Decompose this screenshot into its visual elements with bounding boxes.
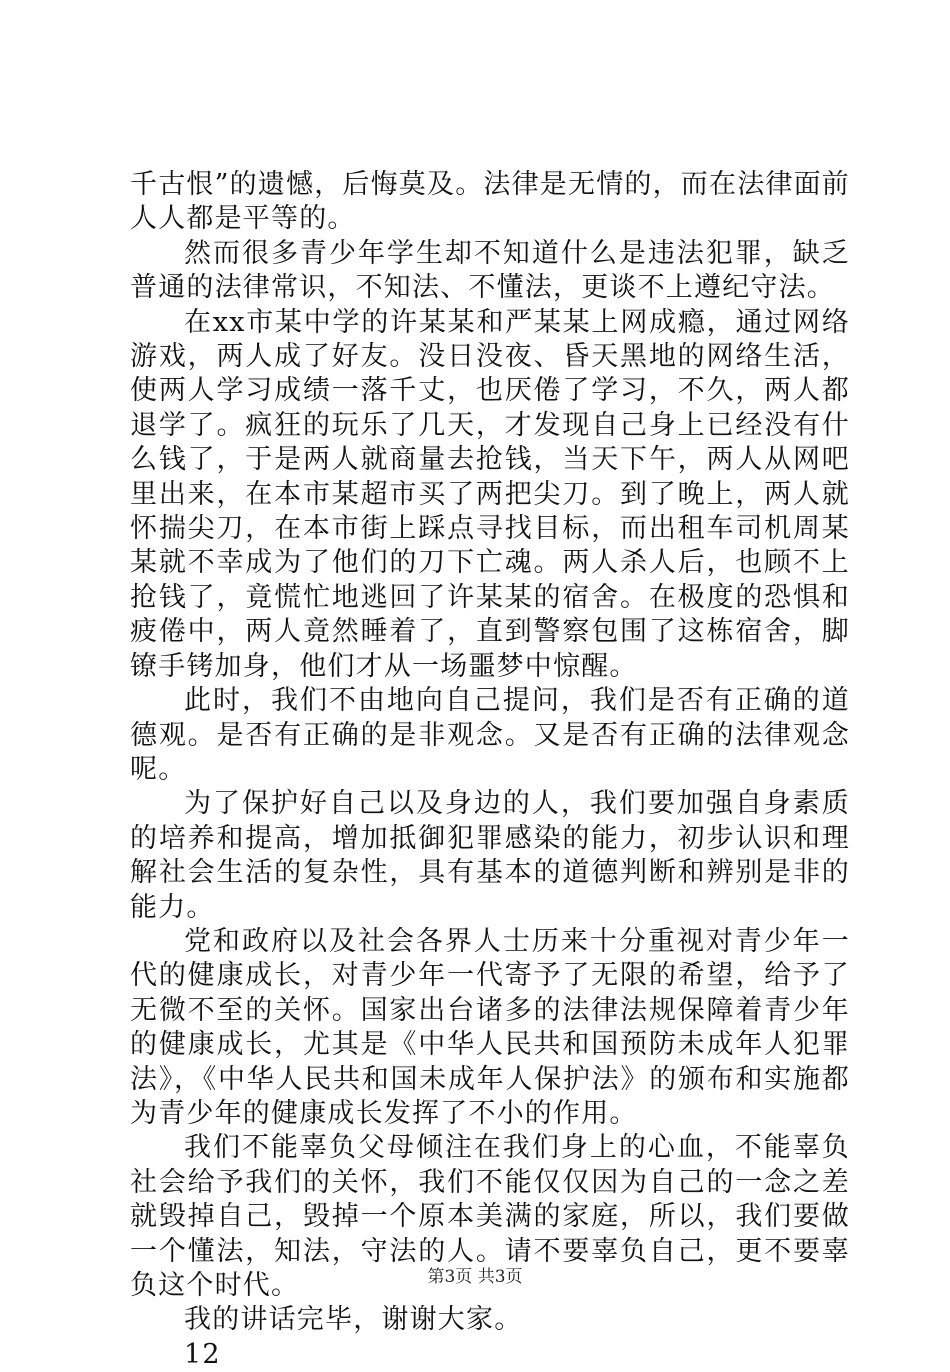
page-footer: 第3页 共3页: [427, 1267, 523, 1287]
paragraph: 此时，我们不由地向自己提问，我们是否有正确的道德观。是否有正确的是非观念。又是否有正确的法律观念呢。: [130, 685, 850, 785]
paragraph: 党和政府以及社会各界人士历来十分重视对青少年一代的健康成长，对青少年一代寄予了无限的希望，给予了无微不至的关怀。国家出台诸多的法律法规保障着青少年的健康成长，尤其是《中华人民共和国预防未成年人犯罪法》，《中华人民共和国未成年人保护法》的颁布和实施都为青少年的健康成长发挥了不小的作用。: [130, 925, 850, 1129]
document-body: [130, 168, 850, 1372]
paragraph: 我们不能辜负父母倾注在我们身上的心血，不能辜负社会给予我们的关怀，我们不能仅仅因为自己的一念之差就毁掉自己，毁掉一个原本美满的家庭，所以，我们要做一个懂法，知法，守法的人。请不要辜负自己，更不要辜负这个时代。: [130, 1132, 850, 1301]
paragraph: 然而很多青少年学生却不知道什么是违法犯罪，缺乏普通的法律常识，不知法、不懂法，更谈不上遵纪守法。: [130, 237, 850, 304]
trailing-number: 12: [184, 1338, 221, 1370]
paragraph-continuation: 千古恨”的遗憾，后悔莫及。法律是无情的，而在法律面前人人都是平等的。: [130, 169, 851, 235]
paragraph: 在xx市某中学的许某某和严某某上网成瘾，通过网络游戏，两人成了好友。没日没夜、昏天黑地的网络生活，使两人学习成绩一落千丈，也厌倦了学习，不久，两人都退学了。疯狂的玩乐了几天，才发现自己身上已经没有什么钱了，于是两人就商量去抢钱，当天下午，两人从网吧里出来，在本市某超市买了两把尖刀。到了晚上，两人就怀揣尖刀，在本市街上踩点寻找目标，而出租车司机周某某就不幸成为了他们的刀下亡魂。两人杀人后，也顾不上抢钱了，竟慌忙地逃回了许某某的宿舍。在极度的恐惧和疲倦中，两人竟然睡着了，直到警察包围了这栋宿舍，脚镣手铐加身，他们才从一场噩梦中惊醒。: [130, 306, 850, 682]
closing-line: 我的讲话完毕，谢谢大家。: [184, 1304, 523, 1336]
paragraph: 为了保护好自己以及身边的人，我们要加强自身素质的培养和提高，增加抵御犯罪感染的能力，初步认识和理解社会生活的复杂性，具有基本的道德判断和辨别是非的能力。: [130, 788, 850, 923]
